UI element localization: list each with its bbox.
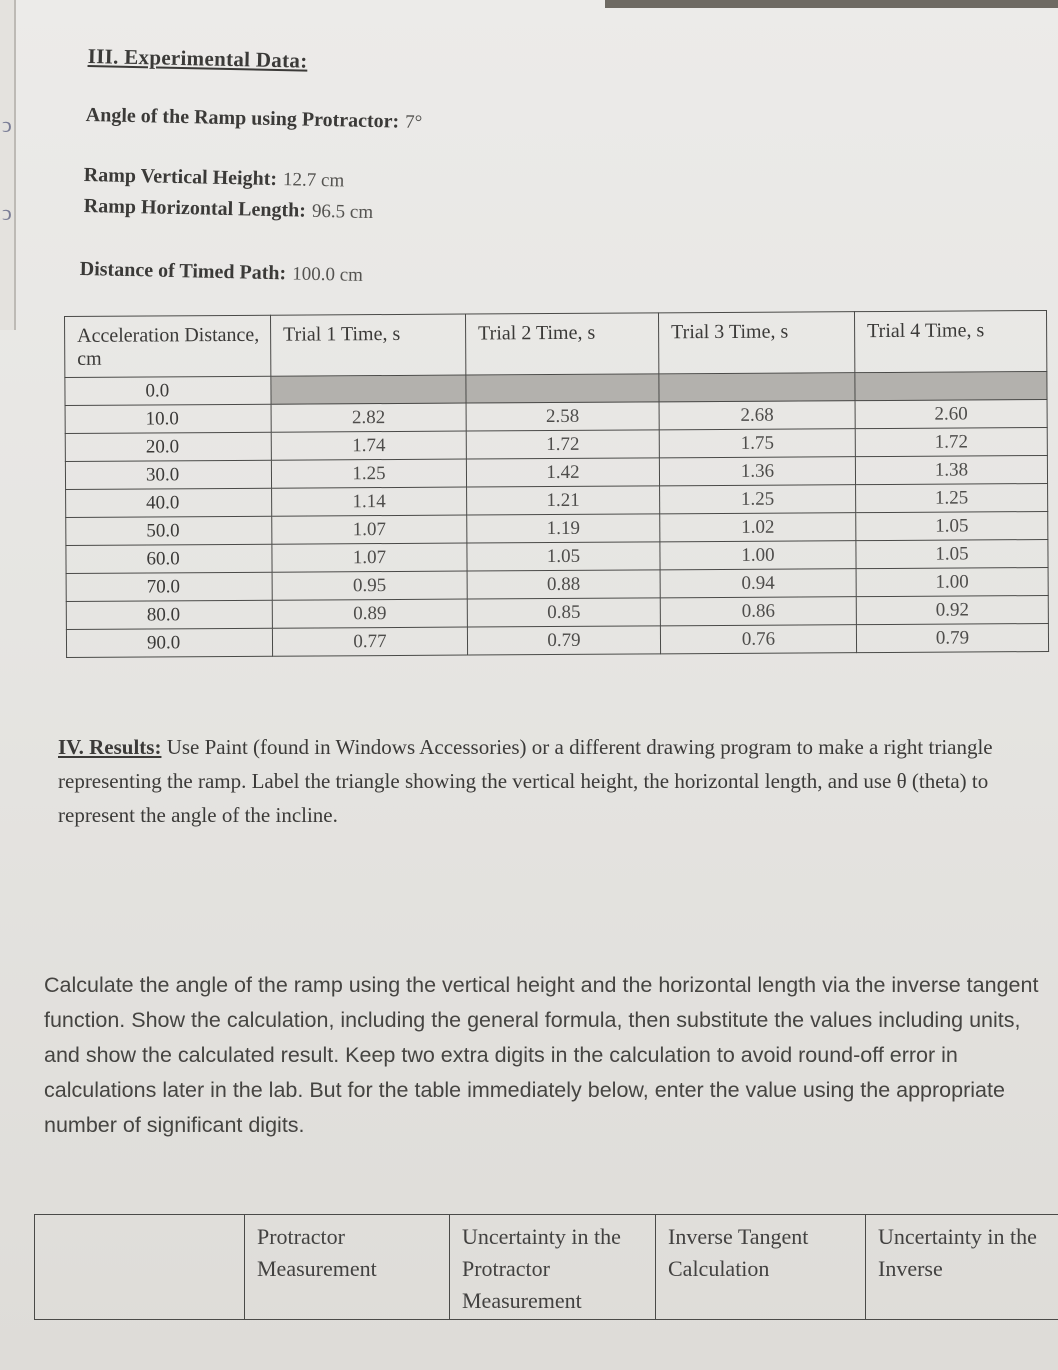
time-cell: 1.00 (660, 541, 856, 570)
time-cell: 1.02 (660, 513, 856, 542)
time-cell: 1.19 (467, 514, 660, 543)
distance-cell: 10.0 (65, 404, 271, 433)
time-cell: 0.77 (272, 627, 467, 656)
time-cell: 1.36 (659, 457, 855, 486)
calculation-instructions: Calculate the angle of the ramp using the vertical height and the horizontal length via the inverse tangent function. Show the calculation, including the general formula, then substitute the values including units, and show the calculated result. Keep two extra digits in the calculation to avoid round-off error in calculations later in the lab. But for the table immediately below, enter the value using the appropriate number of significant digits. (44, 973, 1039, 1137)
time-cell: 0.79 (856, 623, 1048, 652)
header-trial-4: Trial 4 Time, s (854, 310, 1046, 372)
distance-cell: 90.0 (66, 628, 272, 657)
time-cell: 1.07 (272, 515, 467, 544)
time-cell: 0.92 (856, 595, 1048, 624)
time-cell: 1.07 (272, 543, 467, 572)
summary-table (34, 1214, 1058, 1320)
time-cell: 1.05 (856, 511, 1048, 540)
distance-cell: 50.0 (66, 516, 272, 545)
header-trial-2: Trial 2 Time, s (465, 313, 658, 375)
page-edge-shadow (605, 0, 1058, 8)
angle-line (86, 104, 423, 134)
time-cell: 1.21 (467, 486, 660, 515)
header-trial-3: Trial 3 Time, s (658, 312, 854, 374)
time-cell: 1.42 (466, 458, 659, 487)
time-cell: 0.88 (467, 570, 660, 599)
height-label: Ramp Vertical Height: (83, 164, 278, 191)
time-cell: 1.25 (856, 483, 1048, 512)
time-cell: 0.89 (272, 599, 467, 628)
time-cell (271, 375, 466, 404)
angle-value: 7° (404, 111, 423, 134)
summary-protractor: Protractor Measurement (245, 1215, 450, 1320)
distance-cell: 60.0 (66, 544, 272, 573)
time-cell: 1.05 (856, 539, 1048, 568)
length-label: Ramp Horizontal Length: (83, 195, 307, 222)
distance-value: 100.0 cm (291, 263, 364, 286)
previous-page-edge (0, 0, 16, 330)
time-cell: 1.25 (271, 459, 466, 488)
results-label: IV. Results: (58, 735, 162, 759)
distance-cell: 70.0 (66, 572, 272, 601)
time-cell: 2.82 (271, 403, 466, 432)
summary-inverse-uncertainty: Uncertainty in the Inverse (866, 1215, 1058, 1320)
header-distance: Acceleration Distance, cm (65, 315, 271, 377)
distance-cell: 20.0 (65, 432, 271, 461)
header-trial-1: Trial 1 Time, s (270, 314, 465, 376)
time-cell: 0.79 (467, 626, 660, 655)
distance-cell: 0.0 (65, 376, 271, 405)
distance-label: Distance of Timed Path: (79, 258, 287, 285)
time-cell: 0.95 (272, 571, 467, 600)
distance-cell: 30.0 (65, 460, 271, 489)
section-heading: III. Experimental Data: (87, 44, 308, 73)
time-cell: 2.68 (659, 401, 855, 430)
table-row (66, 623, 1048, 657)
time-cell: 1.25 (660, 485, 856, 514)
results-section (58, 730, 1043, 832)
margin-mark: ↄ (2, 112, 12, 137)
summary-protractor-uncertainty: Uncertainty in the Protractor Measurement (450, 1215, 656, 1320)
time-cell: 1.00 (856, 567, 1048, 596)
height-value: 12.7 cm (282, 169, 345, 192)
time-cell: 0.94 (660, 569, 856, 598)
data-table (64, 310, 1049, 658)
time-cell (855, 371, 1047, 400)
results-text: Use Paint (found in Windows Accessories) or a different drawing program to make a right triangle representing the ramp. Label the triangle showing the vertical height, the horizontal length, and use θ (theta) to represent the angle of the incline. (58, 735, 993, 827)
summary-inverse-tangent: Inverse Tangent Calculation (656, 1215, 866, 1320)
time-cell: 0.76 (660, 625, 856, 654)
summary-header-row (35, 1215, 1058, 1320)
time-cell: 1.72 (855, 427, 1047, 456)
height-line (84, 164, 345, 192)
distance-cell: 40.0 (66, 488, 272, 517)
time-cell: 1.72 (466, 430, 659, 459)
table-header-row (65, 310, 1047, 377)
time-cell: 1.14 (272, 487, 467, 516)
margin-mark: ↄ (2, 200, 12, 225)
time-cell: 1.05 (467, 542, 660, 571)
time-cell: 1.38 (855, 455, 1047, 484)
angle-label: Angle of the Ramp using Protractor: (85, 104, 400, 133)
time-cell: 2.60 (855, 399, 1047, 428)
time-cell: 1.74 (271, 431, 466, 460)
summary-blank-cell (35, 1215, 245, 1320)
time-cell (659, 373, 855, 402)
distance-line (80, 258, 364, 287)
distance-cell: 80.0 (66, 600, 272, 629)
length-line (84, 195, 374, 224)
time-cell (466, 374, 659, 403)
time-cell: 0.85 (467, 598, 660, 627)
time-cell: 2.58 (466, 402, 659, 431)
time-cell: 1.75 (659, 429, 855, 458)
time-cell: 0.86 (660, 597, 856, 626)
length-value: 96.5 cm (311, 200, 374, 224)
